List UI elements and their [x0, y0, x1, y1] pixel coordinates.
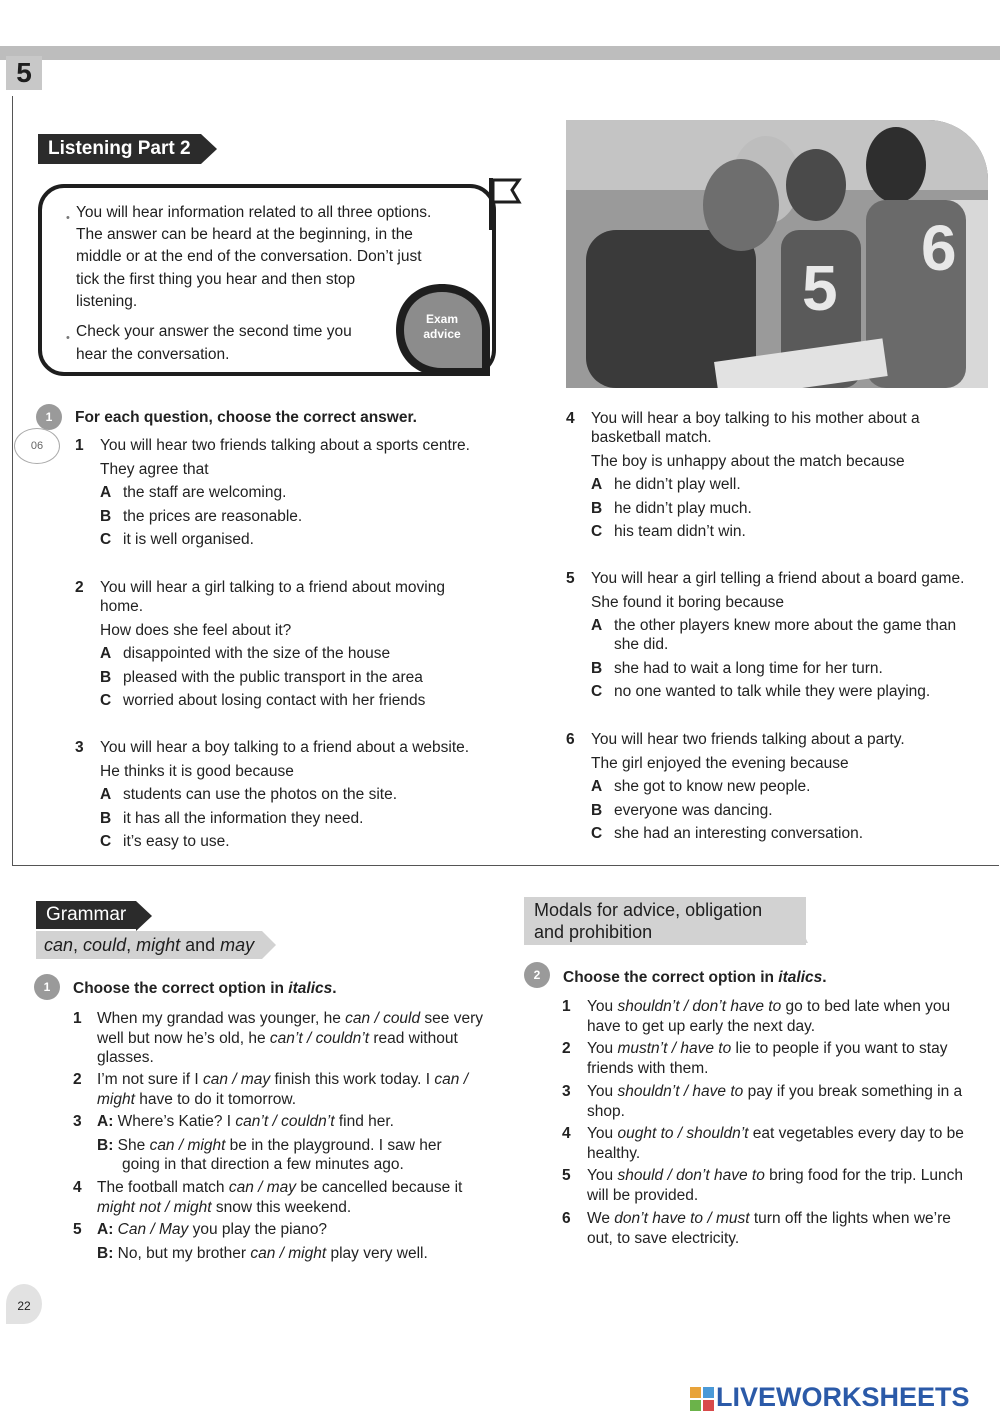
item-number: 1	[73, 1010, 82, 1027]
coach-photo	[566, 120, 988, 388]
item-number: 2	[562, 1040, 571, 1057]
option-text: he didn’t play well.	[614, 476, 741, 493]
advice-line: Check your answer the second time you	[76, 323, 352, 340]
option-text: no one wanted to talk while they were playing.	[614, 683, 931, 700]
question-number: 1	[75, 437, 84, 454]
option-choice: should / don’t have to	[617, 1167, 765, 1184]
option-choice: ought to / shouldn’t	[617, 1125, 749, 1142]
top-band	[0, 46, 1000, 60]
speaker-label: A:	[97, 1113, 114, 1130]
option-choice: shouldn’t / have to	[617, 1083, 744, 1100]
option-choice: can / might	[149, 1136, 226, 1154]
question-text: They agree that	[100, 460, 209, 478]
question-text: How does she feel about it?	[100, 621, 292, 639]
text-segment: find her.	[334, 1113, 394, 1130]
option-text: she got to know new people.	[614, 778, 811, 795]
question-text: She found it boring because	[591, 593, 785, 611]
item-line	[587, 1122, 964, 1145]
text-segment: have to do it tomorrow.	[134, 1090, 297, 1108]
question-number: 4	[566, 410, 575, 427]
item-number: 3	[73, 1113, 82, 1130]
instruction-part: Choose the correct option in	[563, 969, 779, 986]
option-text: everyone was dancing.	[614, 801, 773, 819]
question-text: You will hear a boy talking to a friend about a website.	[100, 739, 470, 756]
item-line	[97, 1218, 327, 1241]
modals-banner-line: and prohibition	[534, 922, 653, 942]
advice-line: The answer can be heard at the beginning, in the	[76, 226, 413, 243]
question-text: The boy is unhappy about the match because	[591, 452, 905, 470]
item-number: 1	[562, 998, 571, 1015]
jersey-number: 6	[921, 212, 957, 284]
text-segment: snow this weekend.	[211, 1198, 352, 1216]
option-text: she had an interesting conversation.	[614, 825, 864, 842]
option-letter: C	[100, 692, 112, 709]
instruction-part: italics	[288, 980, 333, 997]
option-letter: B	[591, 801, 603, 819]
item-line	[122, 1153, 404, 1176]
text-segment: You	[587, 1083, 618, 1100]
text-segment: You	[587, 998, 618, 1015]
text-segment: No, but my brother	[113, 1244, 251, 1262]
listening-instruction: For each question, choose the correct answer.	[75, 409, 417, 426]
text-segment: shop.	[587, 1102, 625, 1120]
item-number: 2	[73, 1071, 82, 1088]
option-text: he didn’t play much.	[614, 499, 752, 517]
subtitle-part: might	[136, 935, 181, 955]
question-number: 2	[75, 579, 84, 596]
page-number: 22	[6, 1284, 42, 1324]
option-text: it’s easy to use.	[123, 833, 230, 850]
item-line	[587, 1100, 625, 1123]
question-text: You will hear a boy talking to his mother about a	[591, 410, 920, 427]
option-choice: can / could	[345, 1010, 421, 1027]
question-number: 3	[75, 739, 84, 756]
option-letter: C	[591, 683, 603, 700]
unit-number: 5	[6, 56, 42, 90]
speaker-label: B:	[97, 1136, 114, 1154]
option-letter: A	[591, 476, 603, 493]
option-text: she did.	[614, 636, 669, 653]
option-choice: can / may	[202, 1071, 271, 1088]
banner-arrow-icon	[786, 897, 808, 943]
option-letter: A	[591, 617, 603, 634]
text-segment: We	[587, 1210, 615, 1227]
option-text: students can use the photos on the site.	[123, 786, 398, 803]
exercise-number-badge: 2	[524, 962, 550, 988]
text-segment: go to bed late when you	[781, 998, 951, 1015]
modals-banner-line: Modals for advice, obligation	[534, 900, 763, 920]
option-text: it has all the information they need.	[123, 809, 364, 827]
option-letter: B	[591, 499, 603, 517]
text-segment: see very	[420, 1010, 484, 1027]
item-line	[587, 1057, 708, 1080]
text-segment: be cancelled because it	[296, 1179, 463, 1196]
text-segment: You	[587, 1040, 618, 1057]
subtitle-part: and	[180, 935, 221, 955]
option-choice: can / might	[250, 1244, 327, 1262]
speaker-label: B:	[97, 1244, 114, 1262]
question-text: You will hear two friends talking about a sports centre.	[100, 437, 470, 454]
option-text: the prices are reasonable.	[123, 507, 303, 525]
question-number: 6	[566, 731, 575, 748]
option-letter: A	[100, 786, 112, 803]
exam-advice-label	[392, 312, 492, 342]
option-letter: C	[591, 523, 603, 540]
text-segment: turn off the lights when we’re	[749, 1210, 951, 1227]
option-letter: A	[100, 645, 112, 662]
bullet-icon: •	[66, 332, 70, 344]
item-line	[97, 1088, 296, 1111]
subtitle-part: ,	[126, 935, 137, 955]
item-number: 4	[73, 1179, 82, 1196]
item-line	[97, 1046, 154, 1069]
text-segment: will be provided.	[587, 1186, 699, 1204]
grammar-instruction	[73, 977, 337, 1000]
option-choice: can’t / couldn’t	[269, 1029, 370, 1047]
item-line	[587, 1080, 962, 1103]
instruction-part: Choose the correct option in	[73, 980, 289, 997]
footer-logo: LIVEWORKSHEETS	[716, 1382, 970, 1412]
exercise-number-badge: 1	[36, 404, 62, 430]
question-text: You will hear a girl telling a friend about a board game.	[591, 570, 965, 587]
text-segment: finish this work today. I	[270, 1071, 435, 1088]
listening-banner: Listening Part 2	[38, 134, 201, 164]
exam-advice-word: Exam	[425, 312, 459, 326]
text-segment: Where’s Katie? I	[113, 1113, 236, 1130]
question-text: basketball match.	[591, 429, 712, 446]
option-choice: Can / May	[117, 1221, 189, 1238]
option-choice: don’t have to / must	[614, 1210, 750, 1227]
question-text: He thinks it is good because	[100, 762, 294, 780]
flag-shape-icon	[490, 178, 522, 206]
audio-track-icon: 06	[14, 428, 60, 464]
grammar-banner: Grammar	[36, 901, 136, 929]
text-segment: pay if you break something in a	[743, 1083, 963, 1100]
option-letter: A	[591, 778, 603, 795]
exam-advice-word: advice	[423, 327, 461, 341]
text-segment: She	[113, 1136, 150, 1154]
text-segment: healthy.	[587, 1144, 641, 1162]
option-choice: shouldn’t / don’t have to	[617, 998, 782, 1015]
question-text: home.	[100, 598, 144, 615]
item-line	[587, 1142, 640, 1165]
advice-line: tick the first thing you hear and then stop	[76, 271, 356, 288]
option-letter: C	[100, 531, 112, 548]
option-letter: A	[100, 484, 112, 501]
question-text: You will hear a girl talking to a friend about moving	[100, 579, 445, 596]
instruction-part: .	[332, 980, 337, 997]
advice-line: middle or at the end of the conversation. Don’t just	[76, 248, 422, 265]
option-choice: might	[97, 1090, 135, 1108]
text-segment: you play the piano?	[188, 1221, 328, 1238]
item-line	[97, 1110, 394, 1133]
instruction-part: italics	[778, 969, 823, 986]
text-segment: out, to save electricity.	[587, 1229, 740, 1247]
option-letter: B	[100, 668, 112, 686]
item-line	[97, 1196, 351, 1219]
text-segment: going in that direction a few minutes ago.	[122, 1156, 404, 1173]
speaker-label: A:	[97, 1221, 114, 1238]
option-choice: can / may	[228, 1179, 297, 1196]
text-segment: eat vegetables every day to be	[748, 1125, 964, 1142]
question-number: 5	[566, 570, 575, 587]
text-segment: When my grandad was younger, he	[97, 1010, 346, 1027]
option-text: his team didn’t win.	[614, 523, 746, 540]
item-number: 5	[73, 1221, 82, 1238]
item-line	[587, 1015, 815, 1038]
option-letter: B	[100, 507, 112, 525]
option-choice: mustn’t / have to	[617, 1040, 732, 1057]
text-segment: be in the playground. I saw her	[225, 1136, 442, 1154]
option-text: the other players knew more about the game than	[614, 617, 957, 634]
liveworksheets-logo-icon	[690, 1387, 714, 1411]
subtitle-part: ,	[73, 935, 84, 955]
text-segment: well but now he’s old, he	[97, 1029, 270, 1047]
text-segment: play very well.	[326, 1244, 428, 1262]
text-segment: You	[587, 1125, 618, 1142]
option-choice: can’t / couldn’t	[235, 1113, 335, 1130]
text-segment: glasses.	[97, 1049, 154, 1066]
modals-instruction	[563, 966, 827, 989]
grammar-subtitle	[36, 931, 262, 959]
advice-line: listening.	[76, 293, 138, 310]
option-choice: can /	[434, 1071, 469, 1088]
text-segment: You	[587, 1167, 618, 1184]
option-letter: C	[591, 825, 603, 842]
subtitle-part: can	[44, 935, 74, 955]
option-text: the staff are welcoming.	[123, 484, 287, 501]
subtitle-part: could	[83, 935, 127, 955]
option-text: it is well organised.	[123, 531, 254, 548]
item-number: 3	[562, 1083, 571, 1100]
option-choice: might not / might	[97, 1198, 212, 1216]
exercise-number-badge: 1	[34, 974, 60, 1000]
text-segment: I’m not sure if I	[97, 1071, 203, 1088]
bullet-icon: •	[66, 212, 70, 224]
option-text: worried about losing contact with her friends	[123, 692, 426, 709]
text-segment: bring food for the trip. Lunch	[764, 1167, 964, 1184]
option-text: she had to wait a long time for her turn.	[614, 659, 883, 677]
text-segment: have to get up early the next day.	[587, 1017, 816, 1035]
item-number: 4	[562, 1125, 571, 1142]
advice-line: You will hear information related to all three options.	[76, 204, 432, 221]
basketball-team-illustration	[566, 120, 988, 388]
instruction-part: .	[822, 969, 827, 986]
item-line	[587, 1227, 739, 1250]
jersey-number: 5	[802, 252, 838, 324]
option-letter: B	[100, 809, 112, 827]
text-segment: The football match	[97, 1179, 229, 1196]
text-segment: read without	[369, 1029, 458, 1047]
option-letter: B	[591, 659, 603, 677]
question-text: You will hear two friends talking about a party.	[591, 731, 905, 748]
option-letter: C	[100, 833, 112, 850]
text-segment: lie to people if you want to stay	[731, 1040, 948, 1057]
question-text: The girl enjoyed the evening because	[591, 754, 849, 772]
advice-line: hear the conversation.	[76, 346, 230, 363]
option-text: disappointed with the size of the house	[123, 645, 391, 662]
item-line	[97, 1242, 428, 1265]
option-text: pleased with the public transport in the area	[123, 668, 423, 686]
modals-banner	[524, 897, 806, 945]
item-number: 5	[562, 1167, 571, 1184]
text-segment: friends with them.	[587, 1059, 709, 1077]
item-line	[587, 1184, 698, 1207]
subtitle-part: may	[220, 935, 255, 955]
item-number: 6	[562, 1210, 571, 1227]
